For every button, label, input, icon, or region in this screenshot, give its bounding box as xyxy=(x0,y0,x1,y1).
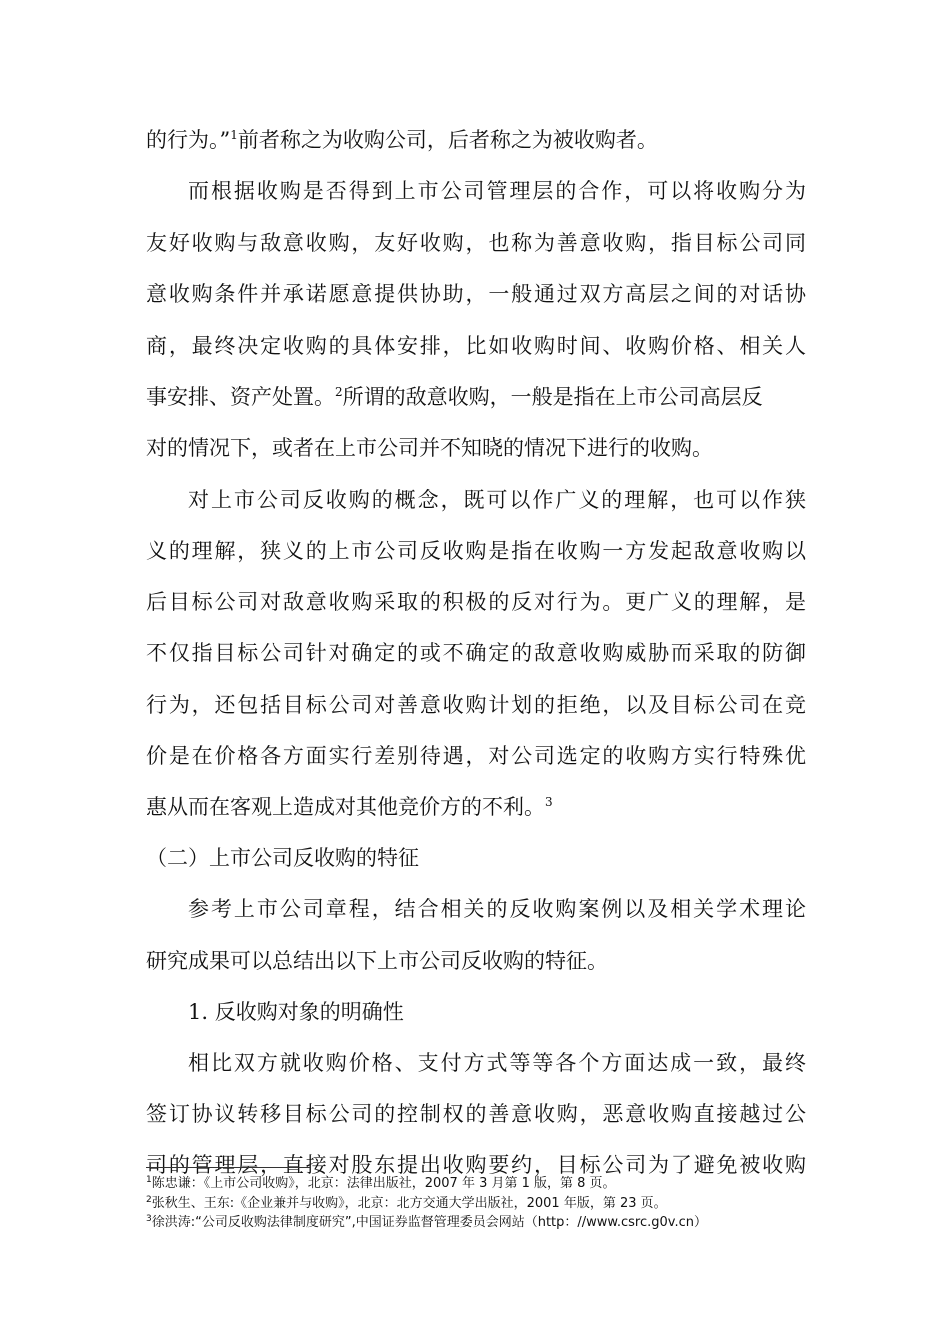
section-heading: （二）上市公司反收购的特征 xyxy=(146,846,419,870)
body-line: 而根据收购是否得到上市公司管理层的合作，可以将收购分为 xyxy=(188,179,806,203)
body-line: 价是在价格各方面实行差别待遇，对公司选定的收购方实行特殊优 xyxy=(146,744,806,768)
footnote xyxy=(146,1176,616,1192)
body-line: 对上市公司反收购的概念，既可以作广义的理解，也可以作狭 xyxy=(188,488,806,512)
body-line xyxy=(146,384,806,410)
body-line: 义的理解，狭义的上市公司反收购是指在收购一方发起敌意收购以 xyxy=(146,539,806,563)
body-line xyxy=(146,127,806,153)
body-line: 对的情况下，或者在上市公司并不知晓的情况下进行的收购。 xyxy=(146,436,713,460)
body-line: 意收购条件并承诺愿意提供协助，一般通过双方高层之间的对话协 xyxy=(146,282,806,306)
footnote-ref[interactable]: 3 xyxy=(545,795,553,809)
line-text: 事安排、资产处置。 xyxy=(146,385,335,409)
body-line xyxy=(146,794,806,820)
body-line: 商，最终决定收购的具体安排，比如收购时间、收购价格、相关人 xyxy=(146,334,806,358)
footnote-ref[interactable]: 2 xyxy=(335,385,343,399)
body-line: 签订协议转移目标公司的控制权的善意收购，恶意收购直接越过公 xyxy=(146,1102,806,1126)
body-line: 后目标公司对敌意收购采取的积极的反对行为。更广义的理解，是 xyxy=(146,590,806,614)
subsection-heading: 1. 反收购对象的明确性 xyxy=(188,1000,404,1024)
body-line: 相比双方就收购价格、支付方式等等各个方面达成一致，最终 xyxy=(188,1051,806,1075)
line-text: 的行为。” xyxy=(146,128,231,152)
footnote-text: 陈忠谦：《上市公司收购》，北京：法律出版社，2007 年 3 月第 1 版，第 8 页。 xyxy=(151,1176,616,1191)
footnote-mark: 1 xyxy=(146,1175,152,1185)
footnote-separator xyxy=(146,1167,310,1168)
footnote-text: 徐洪涛:“公司反收购法律制度研究”,中国证券监督管理委员会网站（http：//www.csrc.g0v.cn） xyxy=(151,1215,707,1230)
footnote-mark: 3 xyxy=(146,1214,152,1224)
body-line: 司的管理层，直接对股东提出收购要约，目标公司为了避免被收购 xyxy=(146,1153,806,1177)
body-line: 不仅指目标公司针对确定的或不确定的敌意收购威胁而采取的防御 xyxy=(146,641,806,665)
body-line: 研究成果可以总结出以下上市公司反收购的特征。 xyxy=(146,949,608,973)
footnote xyxy=(146,1196,667,1212)
footnote-mark: 2 xyxy=(146,1195,152,1205)
line-text: 前者称之为收购公司，后者称之为被收购者。 xyxy=(237,128,658,152)
line-text: 所谓的敌意收购，一般是指在上市公司高层反 xyxy=(342,385,763,409)
body-line: 友好收购与敌意收购，友好收购，也称为善意收购，指目标公司同 xyxy=(146,231,806,255)
footnote-ref[interactable]: 1 xyxy=(230,128,238,142)
body-line: 参考上市公司章程，结合相关的反收购案例以及相关学术理论 xyxy=(188,897,806,921)
footnote-text: 张秋生、王东:《企业兼并与收购》，北京：北方交通大学出版社，2001 年版，第 23 页。 xyxy=(151,1196,667,1211)
footnote xyxy=(146,1215,707,1231)
line-text: 惠从而在客观上造成对其他竞价方的不利。 xyxy=(146,795,545,819)
body-line: 行为，还包括目标公司对善意收购计划的拒绝，以及目标公司在竞 xyxy=(146,693,806,717)
